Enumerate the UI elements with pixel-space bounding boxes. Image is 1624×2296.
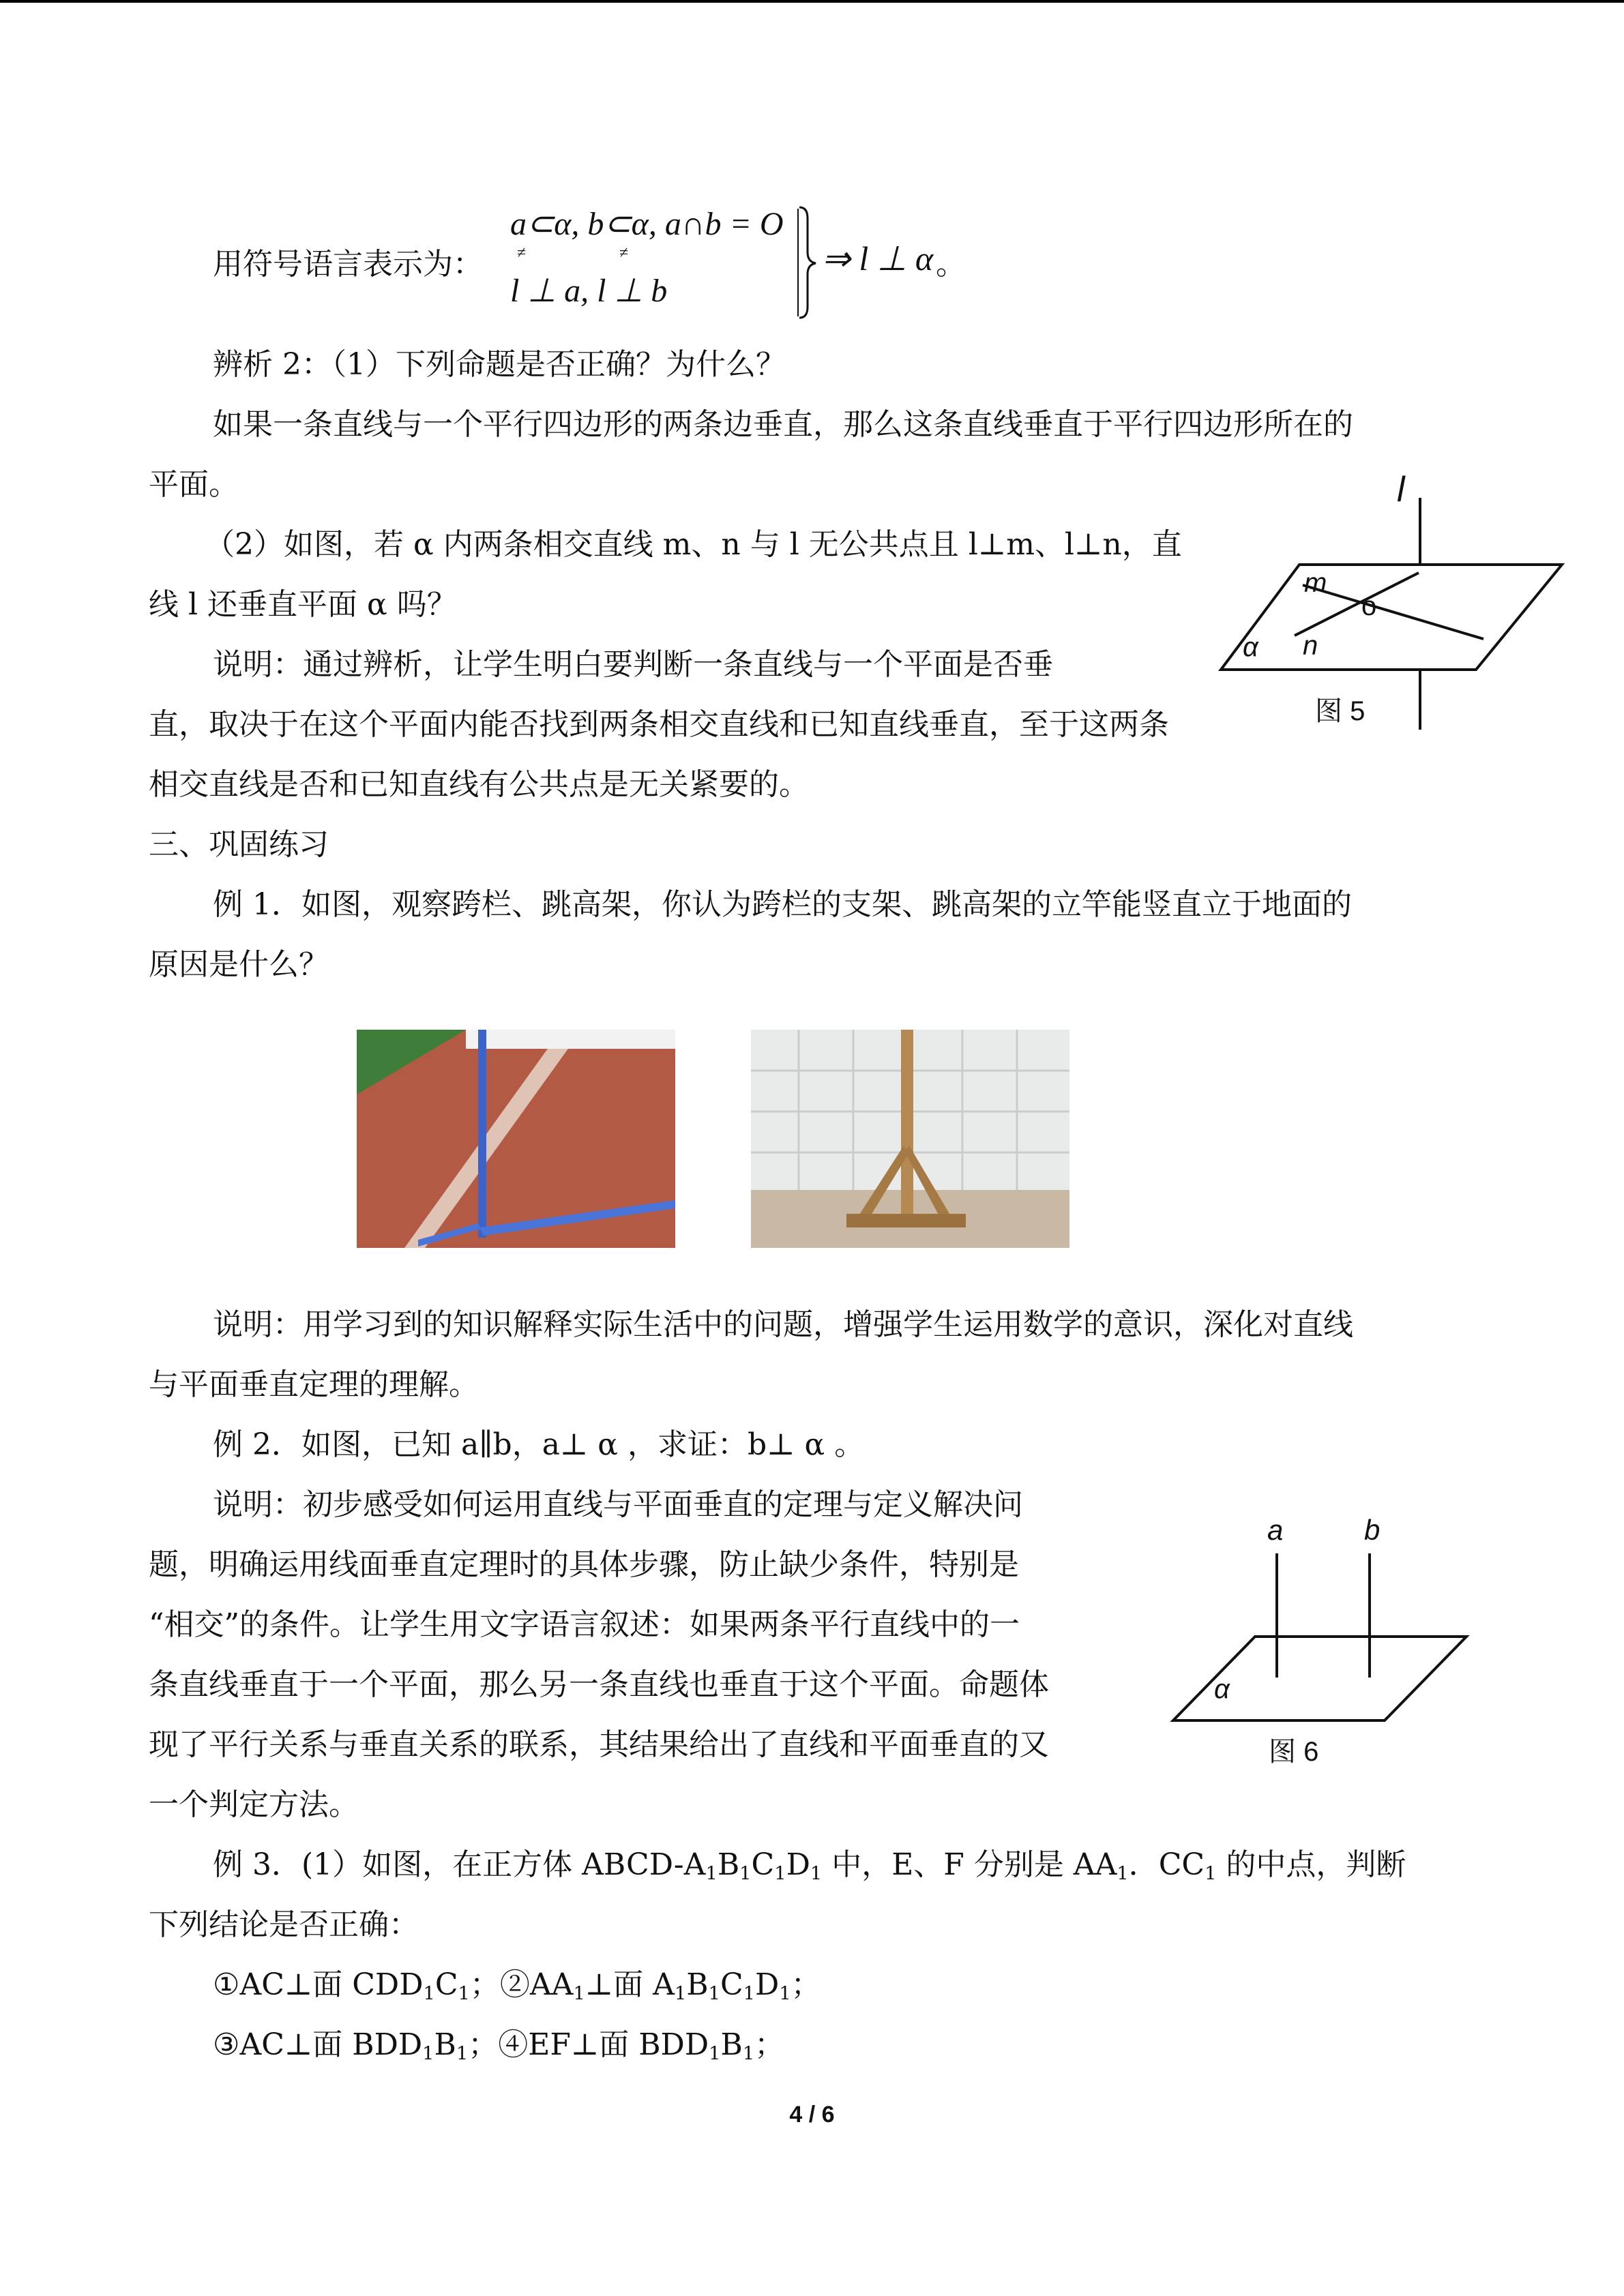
plane-alpha	[1221, 565, 1562, 670]
page-number: 4 / 6	[789, 2102, 835, 2128]
stand-pole	[901, 1030, 913, 1214]
example1-line2: 原因是什么？	[149, 947, 329, 982]
example2-note-line4: 条直线垂直于一个平面，那么另一条直线也垂直于这个平面。命题体	[149, 1667, 1049, 1702]
label-alpha: α	[1243, 632, 1258, 662]
symbolic-conclusion: ⇒ l ⊥ α	[822, 239, 934, 278]
label-l: l	[1397, 471, 1405, 509]
analysis2-note-line3: 相交直线是否和已知直线有公共点是无关紧要的。	[149, 767, 809, 802]
example2-line1: 例 2．如图，已知 a∥b，a⊥ α ，求证：b⊥ α 。	[213, 1427, 865, 1462]
top-rule	[0, 0, 1624, 3]
analysis2-q2-line2: 线 l 还垂直平面 α 吗？	[149, 587, 457, 622]
example2-note-line2: 题，明确运用线面垂直定理时的具体步骤，防止缺少条件，特别是	[149, 1547, 1019, 1582]
figure-6	[1166, 1507, 1480, 1780]
stand-base	[846, 1214, 966, 1227]
high-jump-photo	[751, 1030, 1069, 1248]
label-n: n	[1303, 631, 1318, 661]
analysis2-q1-line2: 平面。	[149, 467, 239, 502]
analysis2-note-line1: 说明：通过辨析，让学生明白要判断一条直线与一个平面是否垂	[213, 647, 1053, 682]
analysis2-q1-line1: 如果一条直线与一个平行四边形的两条边垂直，那么这条直线垂直于平行四边形所在的	[213, 407, 1353, 442]
example1-note-line2: 与平面垂直定理的理解。	[149, 1367, 479, 1402]
label-a: a	[1267, 1514, 1284, 1546]
right-brace	[791, 205, 818, 320]
line-m	[1303, 585, 1483, 639]
example2-note-line6: 一个判定方法。	[149, 1787, 359, 1822]
label-alpha: α	[1214, 1674, 1230, 1704]
neq-mark-a: ≠	[517, 244, 527, 262]
hurdle-photo	[357, 1030, 675, 1248]
analysis2-note-line2: 直，取决于在这个平面内能否找到两条相交直线和已知直线垂直，至于这两条	[149, 707, 1169, 742]
example2-note-line1: 说明：初步感受如何运用直线与平面垂直的定理与定义解决问	[213, 1487, 1023, 1522]
hurdle-top-bar	[466, 1030, 675, 1049]
neq-mark-b: ≠	[619, 244, 629, 262]
symbolic-end: 。	[936, 247, 966, 282]
section3-title: 三、巩固练习	[149, 827, 329, 862]
example3-line2: 下列结论是否正确：	[149, 1907, 419, 1942]
label-m: m	[1304, 568, 1327, 598]
example3-items-1-2: ①AC⊥面 $CDD_1C_1$；$②AA_1\perp$面 $A_1B_1C_1D_1$；	[213, 1967, 821, 2005]
example3-items-3-4: ③AC⊥面 $BDD_1B_1$；④EF⊥面 $BDD_1B_1$；	[213, 2027, 785, 2065]
example2-note-line3: “相交”的条件。让学生用文字语言叙述：如果两条平行直线中的一	[149, 1607, 1020, 1642]
analysis2-q2-line1: （2）如图，若 α 内两条相交直线 m、n 与 l 无公共点且 l⊥m、l⊥n，直	[205, 527, 1182, 562]
symbolic-label: 用符号语言表示为：	[213, 247, 483, 282]
example3-line1: 例 3．(1）如图，在正方体 ABCD-$A_1B_1C_1D_1$ 中，E、F 分别是 $AA_1$．$CC_1$ 的中点，判断	[213, 1847, 1406, 1885]
example1-line1: 例 1．如图，观察跨栏、跳高架，你认为跨栏的支架、跳高架的立竿能竖直立于地面的	[213, 887, 1352, 922]
figure-5-caption: 图 5	[1315, 696, 1365, 726]
symbolic-line2: l ⊥ a, l ⊥ b	[510, 273, 668, 309]
figure-5	[1207, 471, 1576, 743]
example1-note-line1: 说明：用学习到的知识解释实际生活中的问题，增强学生运用数学的意识，深化对直线	[213, 1307, 1353, 1342]
analysis2-heading: 辨析 2：（1）下列命题是否正确？为什么？	[213, 347, 786, 382]
figure-6-caption: 图 6	[1269, 1737, 1319, 1767]
symbolic-line1: a⊂α, b⊂α, a∩b = O	[510, 206, 784, 242]
example2-note-line5: 现了平行关系与垂直关系的联系，其结果给出了直线和平面垂直的又	[149, 1727, 1049, 1762]
label-b: b	[1364, 1514, 1381, 1546]
hurdle-post	[478, 1030, 486, 1238]
label-o: o	[1361, 591, 1377, 621]
